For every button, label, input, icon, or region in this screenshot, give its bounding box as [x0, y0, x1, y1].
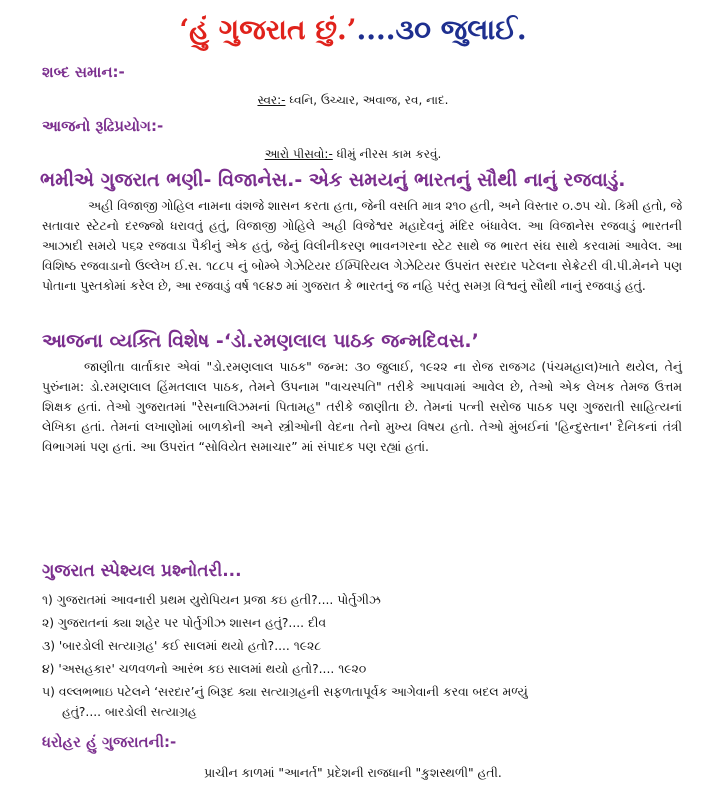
quiz-question-1: ૧) ગુજરાતમાં આવનારી પ્રથમ યુરોપિયન પ્રજા કઇ હતી?.... પોર્તુગીઝ: [42, 593, 381, 607]
idiom-phrase: આરો પીસવો:-: [264, 147, 333, 161]
person-heading: [42, 331, 479, 352]
synonym-meanings: ધ્વનિ, ઉચ્ચાર, અવાજ, રવ, નાદ.: [285, 93, 449, 107]
title-date: ....૩૦ જુલાઈ.: [356, 13, 527, 46]
idiom-heading: આજનો રૂઢિપ્રયોગ:-: [42, 117, 164, 135]
place-heading: ભમીએ ગુજરાત ભણી- વિજાનેસ.- એક સમયનું ભારતનું સૌથી નાનું રજવાડું.: [40, 169, 626, 191]
idiom-line: [0, 146, 706, 162]
quiz-question-5-line2: હતું?.... બારડોલી સત્યાગ્રહ: [62, 705, 197, 719]
quiz-question-5: [42, 682, 682, 722]
place-paragraph: અહી વિજાજી ગોહિલ નામના વંશજે શાસન કરતા હતા, જેની વસતિ માત્ર ૨૧૦ હતી, અને વિસ્તાર ૦.૭૫ ચો. કિમી હતો, જે સતાવાર સ્ટેટનો દરજ્જો ધરાવતું હતું, વિજાજી ગોહિલે અહી વિજેશ્વર મહાદેવનું મંદિર બંધાવેલ. આ વિજાનેસ રજવાડું ભારતની આઝાદી સમયે ૫૬૨ રજવાડા પૈકીનું એક હતું, જેનું વિલીનીકરણ ભાવનગરના સ્ટેટ સાથે જ ભારત સંઘ સાથે કરવામાં આવેલ. આ વિશિષ્ઠ રજવાડાનો ઉલ્લેખ ઈ.સ. ૧૮૮૫ નું બોમ્બે ગેઝેટિયર ઈમ્પિરિયલ ગેઝેટિયર ઉપરાંત સરદાર પટેલના સેક્રેટરી વી.પી.મેનને પણ પોતાના પુસ્તકોમાં કરેલ છે, આ રજવાડું વર્ષ ૧૯૪૭ માં ગુજરાત કે ભારતનું જ નહિ પરંતુ સમગ્ર વિશ્વનું સૌથી નાનું રજવાડું હતું.: [42, 199, 682, 293]
person-heading-name: ‘ડો.રમણલાલ પાઠક જન્મદિવસ.’: [223, 330, 479, 352]
synonyms-line: [0, 92, 706, 108]
quiz-question-4: ૪) 'અસહકાર' ચળવળનો આરંભ કઇ સાલમાં થયો હતો?.... ૧૯૨૦: [42, 662, 367, 676]
quiz-heading: ગુજરાત સ્પેશ્યલ પ્રશ્નોતરી...: [42, 561, 242, 581]
idiom-meaning: ધીમું નીરસ કામ કરવું.: [332, 147, 442, 161]
person-paragraph: જાણીતા વાર્તાકાર એવાં "ડો.રમણલાલ પાઠક" જન્મ: ૩૦ જુલાઈ, ૧૯૨૨ ના રોજ રાજગઢ (પંચમહાલ)ખાતે થયેલ, તેનું પુરુંનામ: ડો.રમણલાલ હિંમતલાલ પાઠક, તેમને ઉપનામ "વાચસ્પતિ" તરીકે આપવામાં આવેલ છે, તેઓ એક લેખક તેમજ ઉત્તમ શિક્ષક હતાં. તેઓ ગુજરાતમાં "રેસનાલિઝમનાં પિતામહ" તરીકે જાણીતા છે. તેમનાં પત્ની સરોજ પાઠક પણ ગુજરાતી સાહિત્યનાં લેખિકા હતાં. તેમનાં લખાણોમાં બાળકોની અને સ્ત્રીઓની વેદના તેનો મુખ્ય વિષય હતો. તેઓ મુંબઈનાં 'હિન્દુસ્તાન' દૈનિકનાં તંત્રી વિભાગમાં પણ હતાં. આ ઉપરાંત “સોવિયેત સમાચાર” માં સંપાદક પણ રહ્યાં હતાં.: [42, 360, 682, 454]
title-main: ‘હું ગુજરાત છું.’: [179, 13, 357, 46]
quiz-question-2: ૨) ગુજરાતનાં ક્યા શહેર પર પોર્તુગીઝ શાસન હતું?.... દીવ: [42, 616, 327, 630]
person-heading-label: આજના વ્યક્તિ વિશેષ -: [42, 330, 224, 352]
synonyms-heading: શબ્દ સમાન:-: [42, 63, 125, 81]
quiz-question-5-line1: ૫) વલ્લભભાઇ પટેલને ‘સરદાર’નું બિરૂદ ક્યા સત્યાગ્રહની સફળતાપૂર્વક આગેવાની કરવા બદલ મળ્યું: [42, 685, 528, 699]
quiz-question-3: ૩) 'બારડોલી સત્યાગ્રહ' કઈ સાલમાં થયો હતો?.... ૧૯૨૮: [42, 639, 322, 653]
synonym-word: સ્વર:-: [257, 93, 286, 107]
heritage-heading: ધરોહર હું ગુજરાતની:-: [42, 733, 177, 751]
page-title: [0, 6, 706, 54]
heritage-text: પ્રાચીન કાળમાં "આનર્ત" પ્રદેશની રાજધાની "કુશસ્થળી" હતી.: [204, 766, 502, 780]
